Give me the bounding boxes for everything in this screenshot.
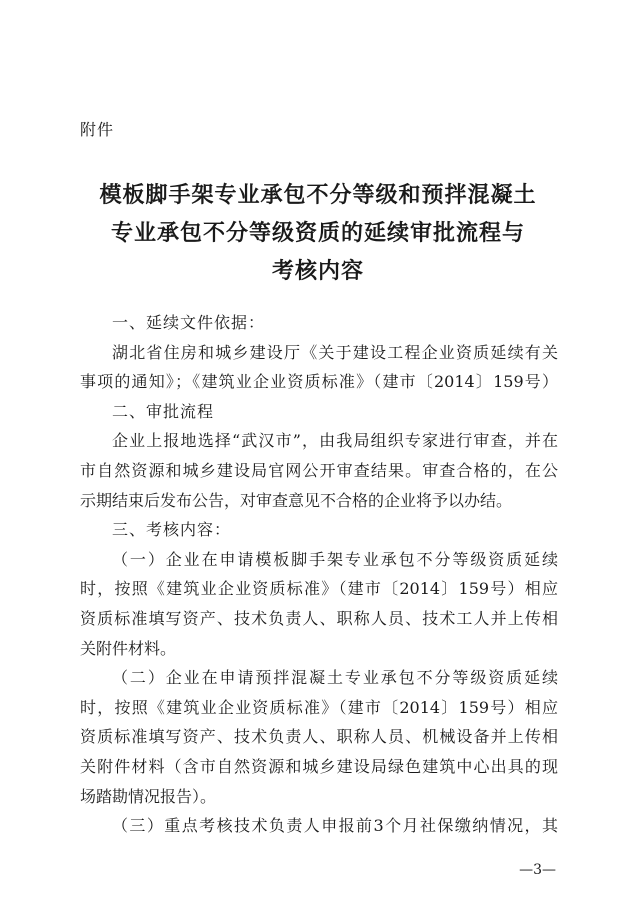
section-heading-assessment: 三、考核内容： — [112, 520, 232, 540]
paragraph-line: 时，按照《建筑业企业资质标准》（建市〔2014〕159号）相应 — [80, 697, 558, 717]
paragraph-line: 示期结束后发布公告，对审查意见不合格的企业将予以办结。 — [80, 490, 513, 510]
paragraph-line: 资质标准填写资产、技术负责人、职称人员、技术工人并上传相 — [80, 608, 558, 628]
paragraph-line: 时，按照《建筑业企业资质标准》（建市〔2014〕159号）相应 — [80, 579, 558, 599]
paragraph-line: 关附件材料。 — [80, 638, 177, 658]
attachment-label: 附件 — [80, 120, 115, 139]
paragraph-line: 湖北省住房和城乡建设厅《关于建设工程企业资质延续有关 — [112, 342, 558, 362]
document-body — [80, 308, 558, 841]
section-heading-basis: 一、延续文件依据： — [112, 313, 266, 332]
paragraph-line: 资质标准填写资产、技术负责人、职称人员、机械设备并上传相 — [80, 727, 558, 747]
paragraph-line: （一）企业在申请模板脚手架专业承包不分等级资质延续 — [112, 549, 558, 569]
paragraph-line: 关附件材料（含市自然资源和城乡建设局绿色建筑中心出具的现 — [80, 756, 558, 776]
page-number: —3— — [519, 862, 556, 878]
paragraph-line: 事项的通知》；《建筑业企业资质标准》（建市〔2014〕159号） — [80, 372, 558, 392]
section-heading-process: 二、审批流程 — [112, 401, 215, 421]
title-line-3: 考核内容 — [271, 258, 364, 284]
paragraph-line: 市自然资源和城乡建设局官网公开审查结果。审查合格的，在公 — [80, 460, 558, 480]
paragraph-line: 企业上报地选择“武汉市”，由我局组织专家进行审查，并在 — [112, 431, 558, 451]
document-title — [80, 176, 556, 290]
title-line-2: 专业承包不分等级资质的延续审批流程与 — [110, 220, 525, 246]
title-line-1: 模板脚手架专业承包不分等级和预拌混凝土 — [99, 182, 537, 208]
paragraph-line: （三）重点考核技术负责人申报前3个月社保缴纳情况，其 — [112, 816, 558, 836]
paragraph-line: 场踏勘情况报告）。 — [80, 786, 217, 806]
paragraph-line: （二）企业在申请预拌混凝土专业承包不分等级资质延续 — [112, 668, 558, 688]
